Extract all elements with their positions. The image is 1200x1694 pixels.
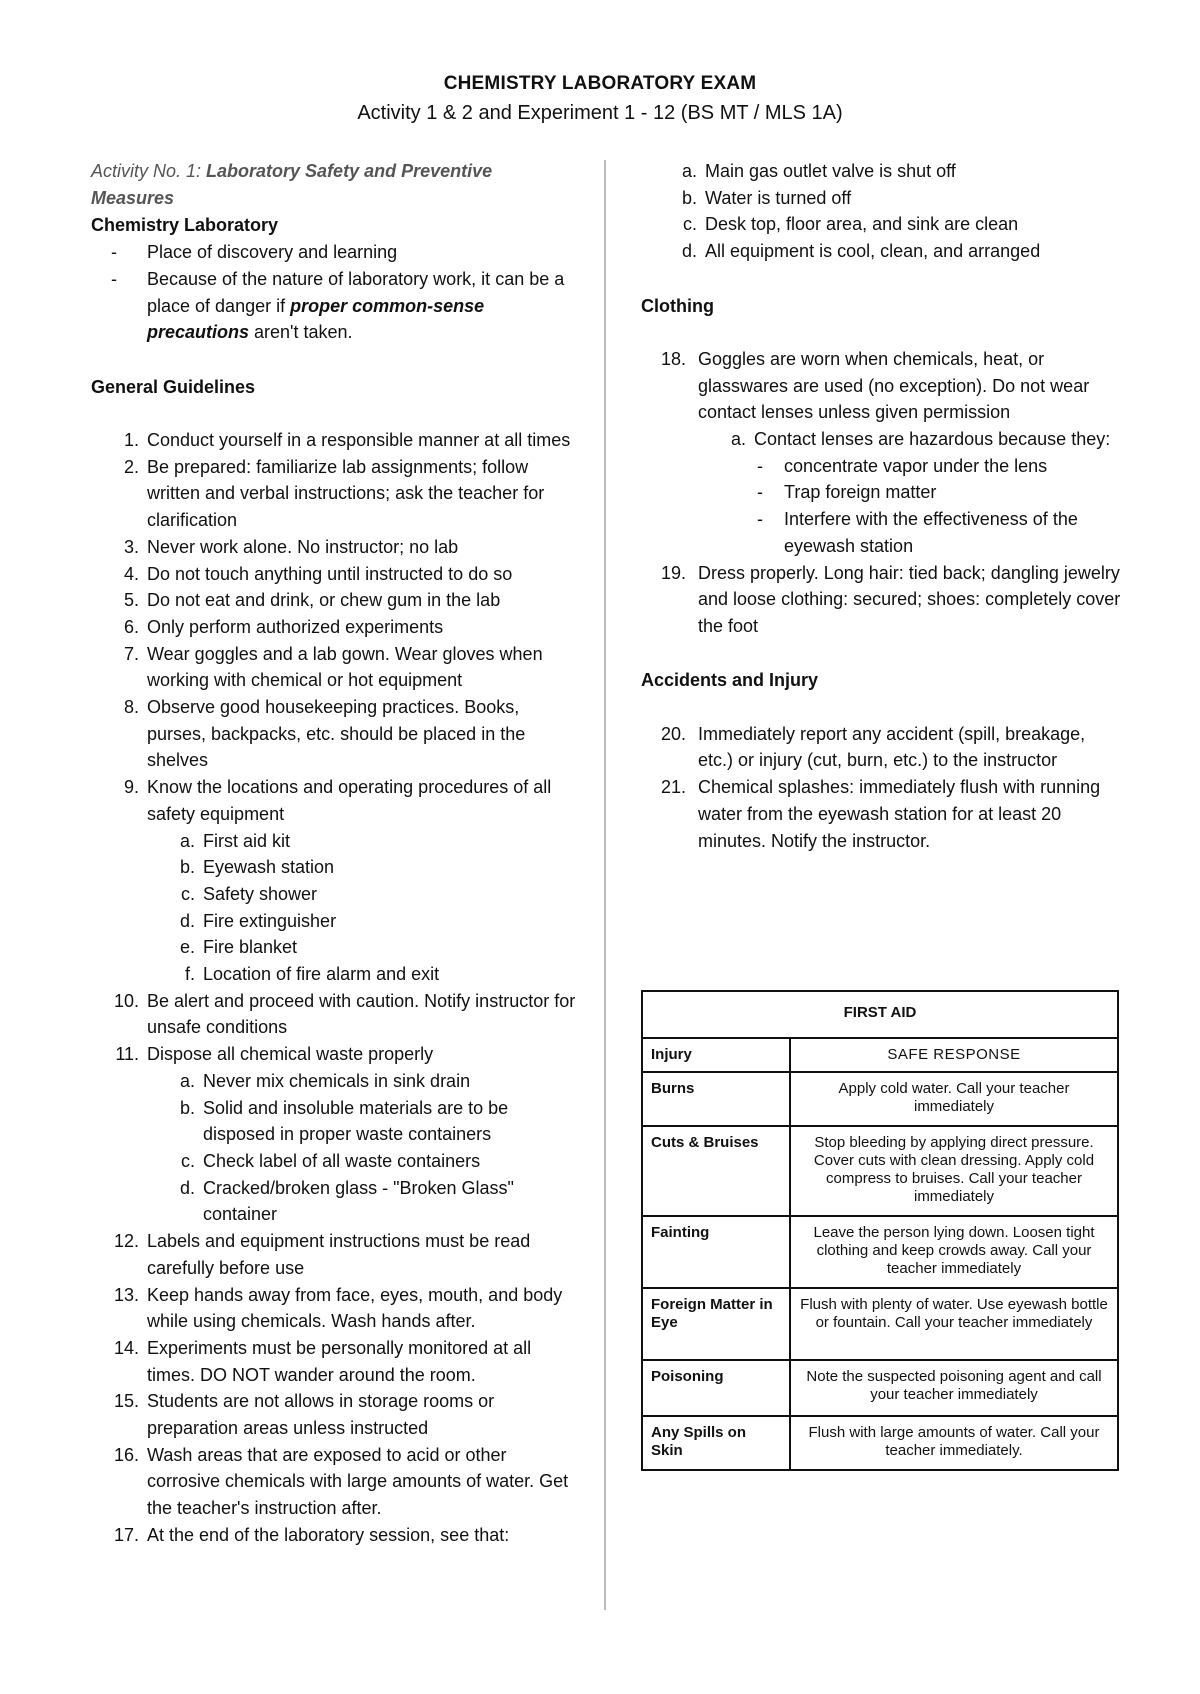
list-item (91, 1228, 581, 1281)
accidents-list (641, 721, 1121, 855)
injury-cell: Cuts & Bruises (642, 1126, 790, 1216)
item-number: 16. (113, 1444, 139, 1465)
sub-item-text: Main gas outlet valve is shut off (705, 161, 956, 181)
sub-item-text: Never mix chemicals in sink drain (203, 1070, 471, 1091)
item-number: 21. (661, 777, 687, 798)
sub-item-text: Fire extinguisher (203, 910, 337, 931)
sub-item-text: Safety shower (203, 883, 318, 904)
activity-name: Laboratory Safety and Preventive (206, 161, 493, 181)
general-guidelines-list (91, 427, 581, 1549)
dash-list-item (641, 479, 1121, 506)
list-item (91, 1282, 581, 1335)
sub-item-text: All equipment is cool, clean, and arranged (705, 241, 1041, 262)
item-number: 11. (115, 1044, 139, 1065)
dash-marker: - (757, 455, 763, 476)
sub-item-letter: a. (730, 429, 746, 449)
item-number: 14. (113, 1337, 139, 1358)
item-number: 13. (113, 1284, 139, 1305)
sub-list-item (641, 158, 1121, 185)
list-item (91, 1335, 581, 1388)
sub-item-letter: b. (179, 1097, 195, 1118)
item-number: 19. (661, 562, 687, 583)
activity-heading (91, 158, 581, 211)
sub-item-letter: d. (179, 910, 195, 931)
text-before: Because of the nature of laboratory work, it can be a place of danger if (147, 268, 565, 316)
table-row (642, 1072, 1118, 1126)
emphasis-text: proper common-sense precautions (147, 295, 485, 343)
item-text: Keep hands away from face, eyes, mouth, and body while using chemicals. Wash hands after. (147, 1284, 563, 1332)
list-item (641, 721, 1121, 774)
spacer (641, 265, 1121, 292)
item-text: Wear goggles and a lab gown. Wear gloves when working with chemical or hot equipment (147, 643, 543, 691)
right-column (641, 158, 1121, 854)
item-number: 20. (661, 723, 687, 744)
dash-marker: - (757, 509, 763, 530)
injury-cell: Poisoning (642, 1360, 790, 1416)
sub-item-letter: d. (681, 241, 697, 262)
sub-item-text: Check label of all waste containers (203, 1150, 481, 1171)
response-cell: Apply cold water. Call your teacher immediately (790, 1072, 1118, 1126)
sub-item-letter: a. (179, 1070, 195, 1091)
item-text: Dress properly. Long hair: tied back; dangling jewelry and loose clothing: secured; shoes: completely cover the foot (698, 562, 1121, 636)
list-item (91, 1442, 581, 1522)
item-text: Goggles are worn when chemicals, heat, or glasswares are used (no exception). Do not wear contact lenses unless given permission (698, 348, 1090, 423)
list-item (91, 1388, 581, 1441)
list-item (91, 641, 581, 694)
sub-item-letter: c. (180, 883, 195, 904)
item-text: Know the locations and operating procedures of all safety equipment (147, 777, 552, 824)
sub-list-item (641, 426, 1121, 453)
item-number: 2. (123, 456, 139, 477)
sub-list-item (91, 828, 581, 855)
spacer (641, 640, 1121, 667)
sub-item-text: Fire blanket (203, 937, 298, 958)
item-text: Do not touch anything until instructed to do so (147, 563, 513, 584)
dash-item-text: Interfere with the effectiveness of the eyewash station (784, 509, 1078, 556)
dash-list-item (641, 453, 1121, 480)
document-subtitle: Activity 1 & 2 and Experiment 1 - 12 (BS MT / MLS 1A) (357, 102, 843, 124)
item-number: 4. (123, 563, 139, 584)
item-number: 9. (123, 777, 139, 798)
item-number: 7. (123, 643, 139, 664)
chem-lab-item-text (147, 266, 581, 346)
sub-item-text: Eyewash station (203, 857, 335, 878)
sub-item-text: Location of fire alarm and exit (203, 964, 440, 985)
sub-item-letter: f. (184, 964, 195, 985)
sub-item-text: Solid and insoluble materials are to be disposed in proper waste containers (203, 1097, 509, 1145)
item-number: 15. (113, 1391, 139, 1412)
list-item (91, 427, 581, 454)
item-number: 12. (113, 1231, 139, 1252)
sub-list-item (91, 881, 581, 908)
sub-list-item (91, 961, 581, 988)
item-17-sublist (641, 158, 1121, 265)
item-number: 5. (123, 590, 139, 611)
table-row (642, 1288, 1118, 1360)
table-title: FIRST AID (642, 991, 1118, 1038)
table-title-row (642, 991, 1118, 1038)
item-text: Do not eat and drink, or chew gum in the lab (147, 590, 501, 611)
item-text: Be alert and proceed with caution. Notify instructor for unsafe conditions (147, 990, 576, 1038)
sub-item-letter: c. (180, 1150, 195, 1171)
list-item (91, 561, 581, 588)
dash-item-text: Trap foreign matter (784, 482, 937, 503)
item-text: Wash areas that are exposed to acid or other corrosive chemicals with large amounts of water. Get the teacher's instruction after. (147, 1444, 569, 1519)
list-item (91, 454, 581, 534)
item-text: Dispose all chemical waste properly (147, 1044, 434, 1065)
injury-cell: Fainting (642, 1216, 790, 1288)
left-column (91, 158, 581, 1549)
sub-list-item (91, 1068, 581, 1095)
list-item (641, 346, 1121, 426)
sub-item-text: Desk top, floor area, and sink are clean (705, 214, 1019, 235)
spacer (641, 319, 1121, 346)
sub-item-letter: d. (179, 1177, 195, 1198)
list-item (91, 988, 581, 1041)
injury-cell: Burns (642, 1072, 790, 1126)
activity-name-cont: Measures (91, 187, 175, 208)
table-row (642, 1126, 1118, 1216)
column-header-injury: Injury (642, 1038, 790, 1072)
table-row (642, 1416, 1118, 1470)
sub-list-item (91, 1095, 581, 1148)
response-cell: Leave the person lying down. Loosen tight clothing and keep crowds away. Call your teacher immediately (790, 1216, 1118, 1288)
list-item (641, 560, 1121, 640)
clothing-heading: Clothing (641, 295, 714, 316)
item-text: Immediately report any accident (spill, breakage, etc.) or injury (cut, burn, etc.) to the instructor (698, 723, 1086, 771)
sub-list-item (91, 854, 581, 881)
column-header-response: SAFE RESPONSE (790, 1038, 1118, 1072)
list-item (91, 614, 581, 641)
general-guidelines-heading: General Guidelines (91, 376, 256, 397)
sub-list-item (91, 908, 581, 935)
sub-list-item (641, 185, 1121, 212)
item-text: Never work alone. No instructor; no lab (147, 536, 459, 557)
sub-item-letter: e. (179, 937, 195, 958)
sub-item-letter: b. (681, 187, 697, 208)
sub-list-item (641, 211, 1121, 238)
spacer (91, 400, 581, 427)
item-number: 3. (123, 536, 139, 557)
item-text: Conduct yourself in a responsible manner at all times (147, 430, 571, 450)
sub-item-letter: c. (682, 214, 697, 235)
item-number: 18. (661, 348, 687, 369)
accidents-heading: Accidents and Injury (641, 670, 819, 691)
table-row (642, 1216, 1118, 1288)
column-divider (604, 160, 606, 1610)
sub-item-text: First aid kit (203, 830, 291, 851)
injury-cell: Foreign Matter in Eye (642, 1288, 790, 1360)
sub-item-letter: b. (179, 857, 195, 878)
item-text: Experiments must be personally monitored at all times. DO NOT wander around the room. (147, 1337, 532, 1385)
dash-list-item (641, 506, 1121, 559)
text-after: aren't taken. (249, 322, 353, 343)
list-item (91, 534, 581, 561)
item-text: At the end of the laboratory session, see that: (147, 1524, 510, 1545)
list-item (91, 1041, 581, 1068)
list-item (91, 587, 581, 614)
list-item (91, 774, 581, 827)
list-item (641, 774, 1121, 854)
sub-list-item (91, 1148, 581, 1175)
response-cell: Flush with large amounts of water. Call your teacher immediately. (790, 1416, 1118, 1470)
item-text: Chemical splashes: immediately flush with running water from the eyewash station for at least 20 minutes. Notify the instructor. (698, 777, 1101, 851)
sub-list-item (91, 1175, 581, 1228)
spacer (641, 694, 1121, 721)
response-cell: Flush with plenty of water. Use eyewash bottle or fountain. Call your teacher immediately (790, 1288, 1118, 1360)
sub-item-text: Water is turned off (705, 187, 852, 208)
chem-lab-item-text: Place of discovery and learning (147, 242, 398, 263)
first-aid-table (641, 990, 1119, 1471)
response-cell: Stop bleeding by applying direct pressure. Cover cuts with clean dressing. Apply cold compress to bruises. Call your teacher immediately (790, 1126, 1118, 1216)
item-number: 17. (113, 1524, 139, 1545)
item-number: 8. (123, 697, 139, 718)
item-text: Students are not allows in storage rooms or preparation areas unless instructed (147, 1391, 495, 1439)
item-text: Labels and equipment instructions must be read carefully before use (147, 1231, 531, 1278)
chem-lab-heading: Chemistry Laboratory (91, 215, 279, 236)
table-row (642, 1360, 1118, 1416)
item-number: 10. (113, 990, 139, 1011)
dash-marker: - (757, 482, 763, 503)
item-number: 1. (123, 430, 139, 450)
sub-item-text: Contact lenses are hazardous because they: (754, 429, 1111, 449)
sub-list-item (641, 238, 1121, 265)
chem-lab-item (91, 239, 581, 266)
list-item (91, 694, 581, 774)
item-text: Observe good housekeeping practices. Books, purses, backpacks, etc. should be placed in the shelves (147, 697, 526, 771)
contact-lens-hazards (641, 453, 1121, 560)
injury-cell: Any Spills on Skin (642, 1416, 790, 1470)
list-item (91, 1522, 581, 1549)
sub-list-item (91, 934, 581, 961)
document-title: CHEMISTRY LABORATORY EXAM (443, 73, 757, 94)
dash-marker: - (111, 268, 117, 289)
sub-item-letter: a. (179, 830, 195, 851)
chem-lab-item (91, 266, 581, 346)
sub-item-letter: a. (681, 161, 697, 181)
response-cell: Note the suspected poisoning agent and call your teacher immediately (790, 1360, 1118, 1416)
table-header-row (642, 1038, 1118, 1072)
item-text: Be prepared: familiarize lab assignments; follow written and verbal instructions; ask the teacher for clarification (147, 456, 545, 531)
dash-marker: - (111, 242, 117, 263)
dash-item-text: concentrate vapor under the lens (784, 455, 1048, 476)
item-text: Only perform authorized experiments (147, 616, 444, 637)
item-number: 6. (123, 616, 139, 637)
activity-prefix: Activity No. 1: (91, 161, 207, 181)
sub-item-text: Cracked/broken glass - "Broken Glass" container (203, 1177, 514, 1225)
spacer (91, 346, 581, 373)
